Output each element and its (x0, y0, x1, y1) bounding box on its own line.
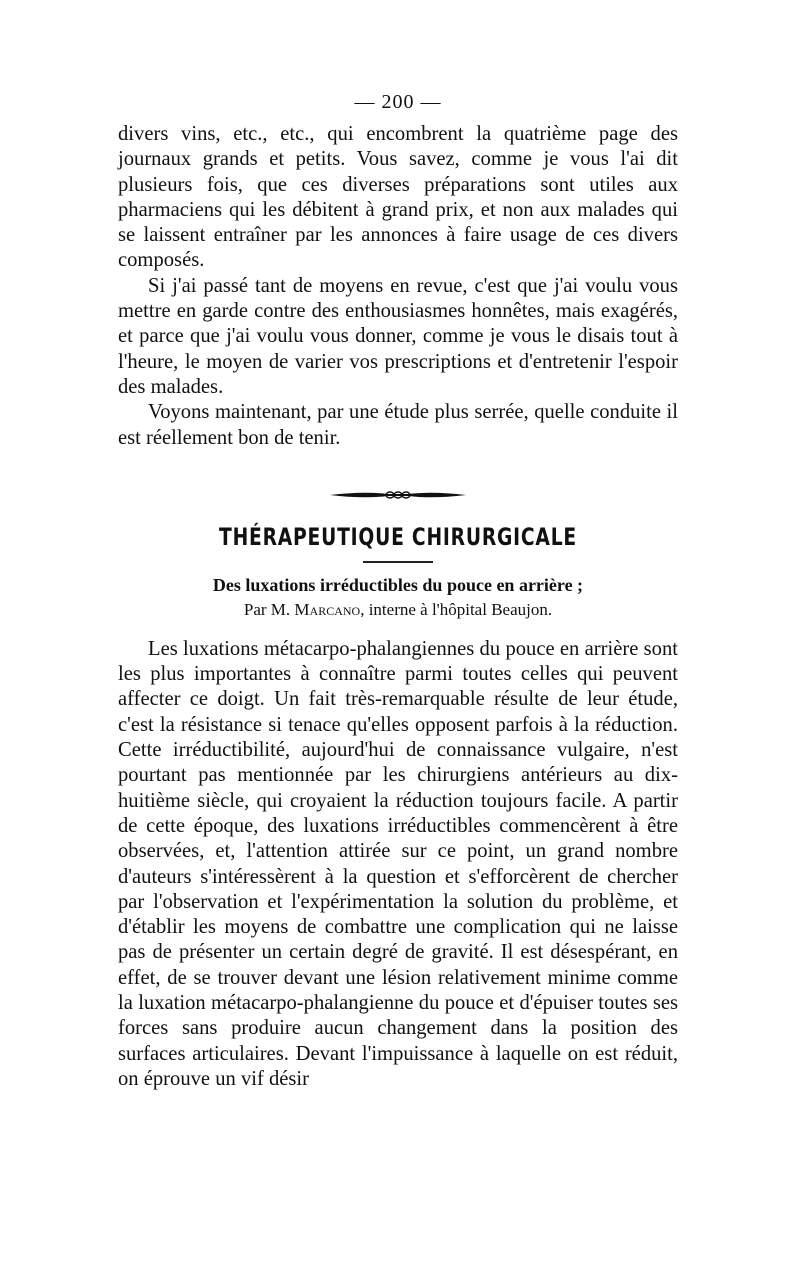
ornament-divider (118, 489, 678, 501)
paragraph-3: Voyons maintenant, par une étude plus serrée, quelle conduite il est réellement bon de tenir. (118, 401, 678, 449)
article-paragraph-1: Les luxations métacarpo-phalangiennes du pouce en arrière sont les plus importantes à connaître parmi toutes celles qui peuvent affecter ce doigt. Un fait très-remarquable résulte de leur étude, c'est la résistance si tenace qu'elles opposent parfois à la réduction. Cette irréductibilité, aujourd'hui de connaissance vulgaire, n'est pourtant pas mentionnée par les chirurgiens antérieurs au dix-huitième siècle, qui croyaient la réduction toujours facile. A partir de cette époque, des luxations irréductibles commencèrent à être observées, et, l'attention attirée sur ce point, un grand nombre d'auteurs s'intéressèrent à la question et s'efforcèrent de chercher par l'observation et l'expérimentation la solution du problème, et d'établir les moyens de combattre une complication qui ne laisse pas de présenter un certain degré de gravité. Il est désespérant, en effet, de se trouver devant une lésion relativement minime comme la luxation métacarpo-phalangienne du pouce et d'épuiser toutes ses forces sans produire aucun changement dans la position des surfaces articulaires. Devant l'impuissance à laquelle on est réduit, on éprouve un vif désir (118, 637, 678, 1090)
article-title: Des luxations irréductibles du pouce en arrière ; (212, 574, 584, 595)
section-title: THÉRAPEUTIQUE CHIRURGICALE (219, 522, 577, 551)
book-page (118, 88, 678, 1092)
ornament-rule-icon (328, 489, 468, 501)
paragraph-1: divers vins, etc., etc., qui encombrent la quatrième page des journaux grands et petits. Vous savez, comme je vous l'ai dit plusieurs fois, que ces diverses préparations sont utiles aux pharmaciens qui les débitent à grand prix, et non aux malades qui se laissent entraîner par les annonces à faire usage de ces divers composés. (118, 123, 678, 272)
byline-prefix: Par M. (243, 599, 291, 619)
byline-suffix: , interne à l'hôpital Beaujon. (360, 599, 553, 619)
paragraph-2: Si j'ai passé tant de moyens en revue, c'est que j'ai voulu vous mettre en garde contre des enthousiasmes honnêtes, mais exagérés, et parce que j'ai voulu vous donner, comme je vous le disais tout à l'heure, le moyen de varier vos prescriptions et d'entretenir l'espoir des malades. (118, 274, 678, 398)
title-rule (363, 561, 433, 563)
page-number: — 200 — (354, 91, 442, 113)
byline-author: Marcano (294, 599, 361, 619)
byline (118, 599, 678, 621)
